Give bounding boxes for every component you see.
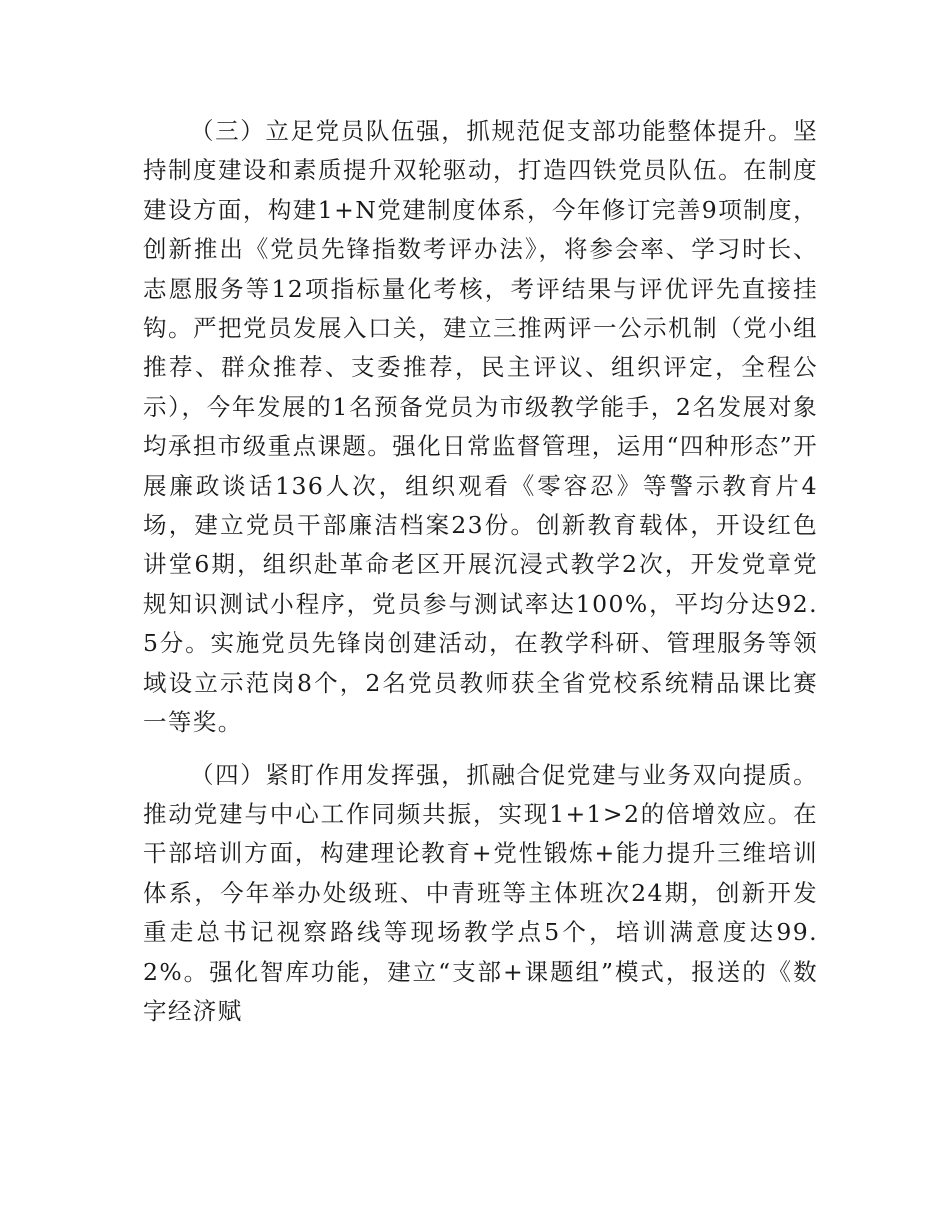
- document-body: [143, 112, 818, 1031]
- paragraph-section-4: （四）紧盯作用发挥强，抓融合促党建与业务双向提质。推动党建与中心工作同频共振，实现1+1>2的倍增效应。在干部培训方面，构建理论教育+党性锻炼+能力提升三维培训体系，今年举办处级班、中青班等主体班次24期，创新开发重走总书记视察路线等现场教学点5个，培训满意度达99.2%。强化智库功能，建立“支部+课题组”模式，报送的《数字经济赋: [143, 760, 818, 1025]
- paragraph-section-3: （三）立足党员队伍强，抓规范促支部功能整体提升。坚持制度建设和素质提升双轮驱动，打造四铁党员队伍。在制度建设方面，构建1+N党建制度体系，今年修订完善9项制度，创新推出《党员先锋指数考评办法》，将参会率、学习时长、志愿服务等12项指标量化考核，考评结果与评优评先直接挂钩。严把党员发展入口关，建立三推两评一公示机制（党小组推荐、群众推荐、支委推荐，民主评议、组织评定，全程公示），今年发展的1名预备党员为市级教学能手，2名发展对象均承担市级重点课题。强化日常监督管理，运用“四种形态”开展廉政谈话136人次，组织观看《零容忍》等警示教育片4场，建立党员干部廉洁档案23份。创新教育载体，开设红色讲堂6期，组织赴革命老区开展沉浸式教学2次，开发党章党规知识测试小程序，党员参与测试率达100%，平均分达92.5分。实施党员先锋岗创建活动，在教学科研、管理服务等领域设立示范岗8个，2名党员教师获全省党校系统精品课比赛一等奖。: [143, 117, 818, 737]
